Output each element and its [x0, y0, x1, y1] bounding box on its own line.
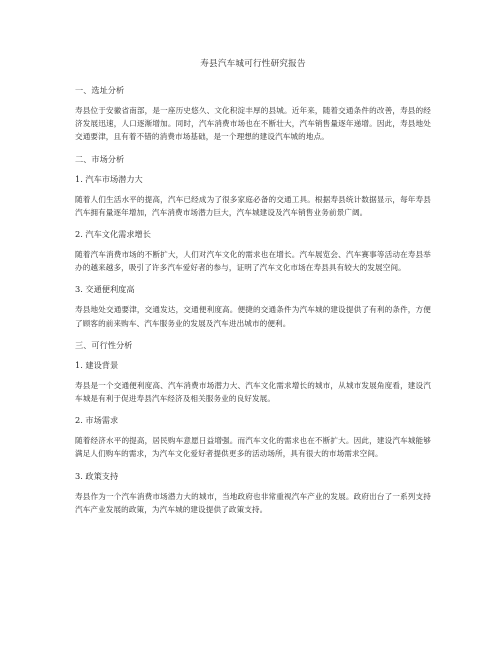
document-page — [75, 58, 431, 525]
paragraph: 寿县作为一个汽车消费市场潜力大的城市，当地政府也非常重视汽车产业的发展。政府出台了一系列支持汽车产业发展的政策，为汽车城的建设提供了政策支持。 — [75, 491, 431, 514]
section-heading: 一、选址分析 — [75, 85, 125, 95]
sub-heading: 2. 汽车文化需求增长 — [75, 229, 151, 240]
sub-heading: 1. 汽车市场潜力大 — [75, 173, 143, 184]
sub-heading: 1. 建设背景 — [75, 359, 119, 370]
sub-heading: 3. 政策支持 — [75, 470, 119, 481]
paragraph: 随着经济水平的提高，居民购车意愿日益增强。而汽车文化的需求也在不断扩大。因此，建设汽车城能够满足人们购车的需求，为汽车文化爱好者提供更多的活动场所，具有很大的市场需求空间。 — [75, 436, 431, 459]
paragraph: 寿县地处交通要津，交通发达，交通便利度高。便捷的交通条件为汽车城的建设提供了有利的条件，方便了顾客的前来购车、汽车服务业的发展及汽车进出城市的便利。 — [75, 305, 431, 328]
document-body — [75, 84, 431, 516]
paragraph: 寿县位于安徽省南部，是一座历史悠久、文化积淀丰厚的县城。近年来，随着交通条件的改善，寿县的经济发展迅速，人口逐渐增加。同时，汽车消费市场也在不断壮大，汽车销售量逐年递增。因此，寿县地处交通要津，且有着不错的消费市场基础，是一个理想的建设汽车城的地点。 — [75, 106, 431, 142]
paragraph: 寿县是一个交通便利度高、汽车消费市场潜力大、汽车文化需求增长的城市，从城市发展角度看，建设汽车城是有利于促进寿县汽车经济及相关服务业的良好发展。 — [75, 380, 431, 404]
sub-heading: 2. 市场需求 — [75, 415, 119, 426]
sub-heading: 3. 交通便利度高 — [75, 284, 135, 295]
section-heading: 二、市场分析 — [75, 153, 125, 164]
paragraph: 随着汽车消费市场的不断扩大，人们对汽车文化的需求也在增长。汽车展览会、汽车赛事等活动在寿县举办的越来越多，吸引了许多汽车爱好者的参与，证明了汽车文化市场在寿县具有较大的发展空间。 — [75, 250, 431, 273]
document-title: 寿县汽车城可行性研究报告 — [200, 59, 306, 69]
section-heading: 三、可行性分析 — [75, 339, 133, 350]
paragraph: 随着人们生活水平的提高，汽车已经成为了很多家庭必备的交通工具。根据寿县统计数据显示，每年寿县汽车拥有量逐年增加，汽车消费市场潜力巨大，汽车城建设及汽车销售业务前景广阔。 — [75, 194, 431, 217]
